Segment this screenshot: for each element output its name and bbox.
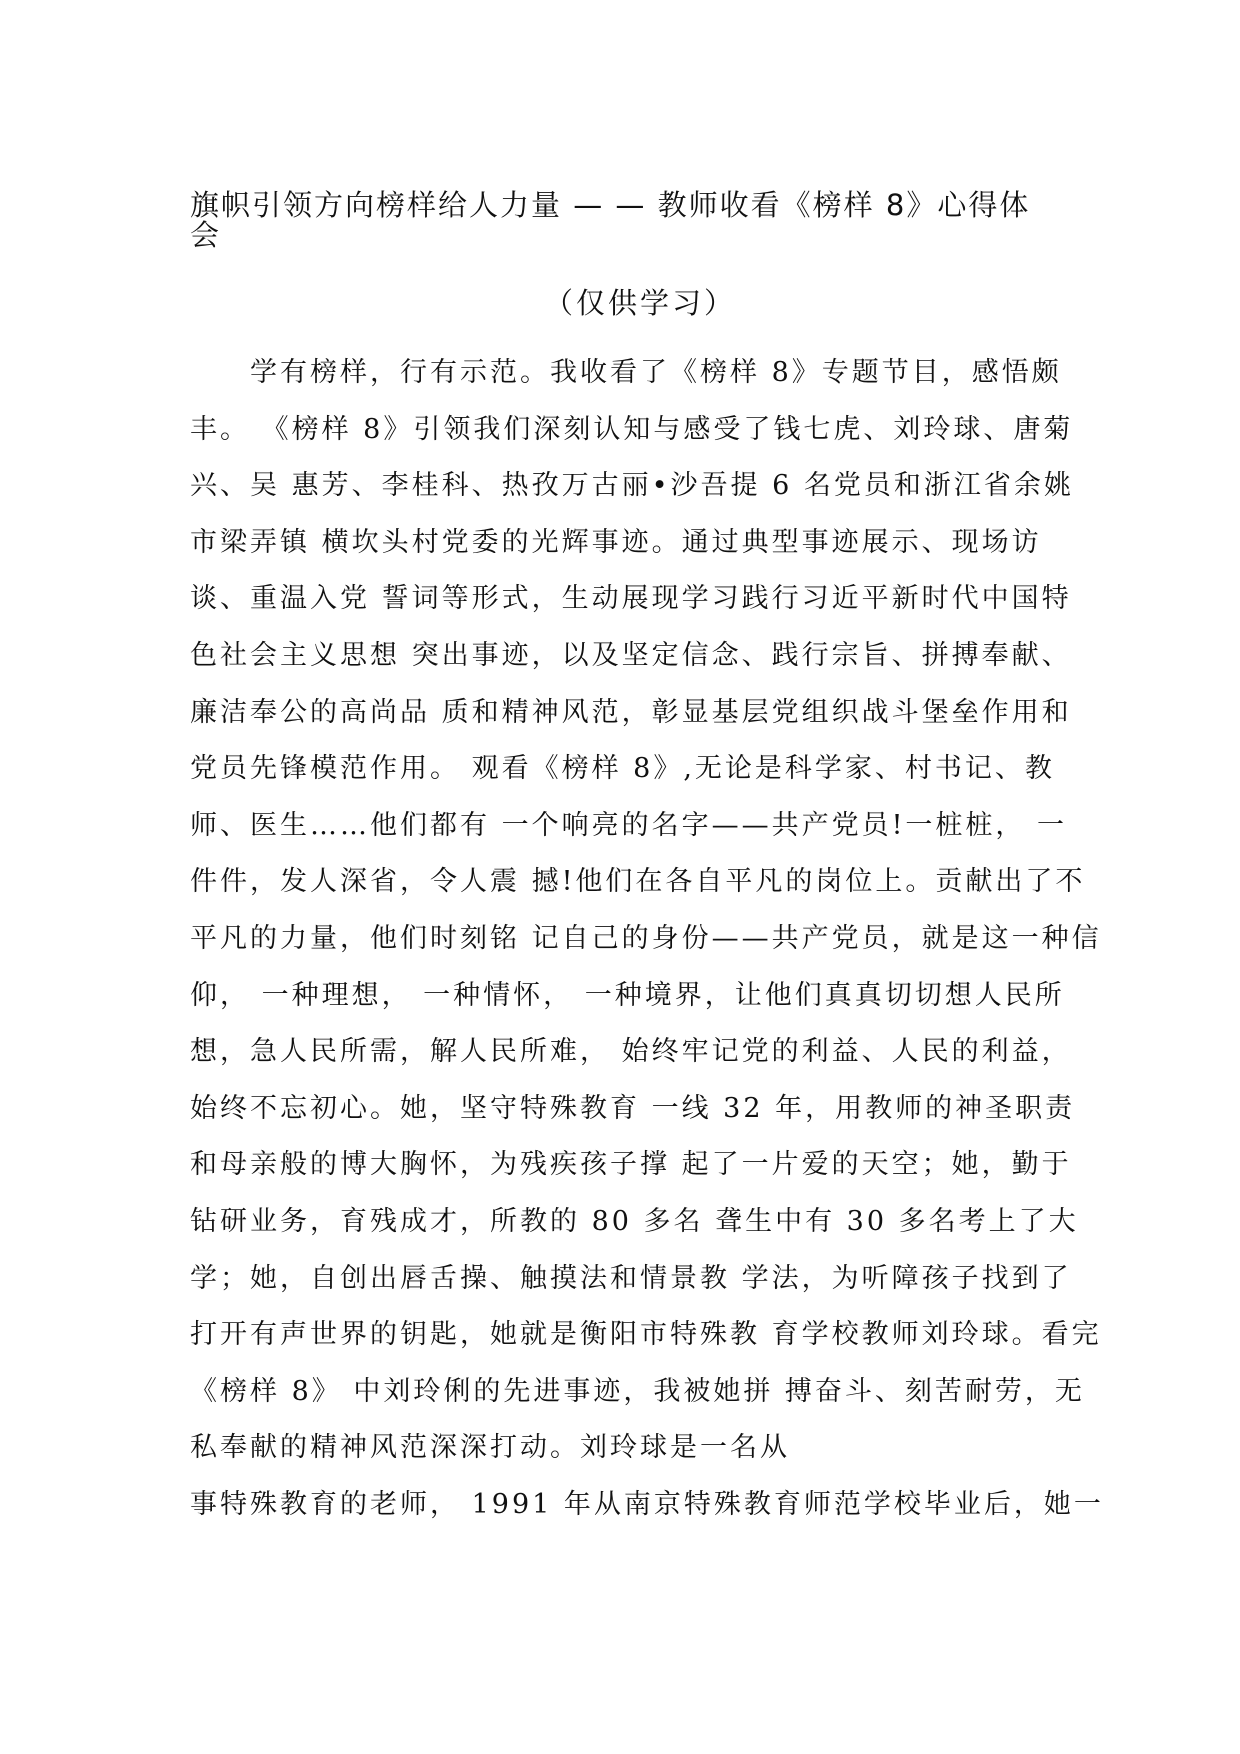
- body-line: 想，急人民所需，解人民所难， 始终牢记党的利益、人民的利益，: [190, 1036, 1072, 1068]
- body-line: 兴、吴 惠芳、李桂科、热孜万古丽•沙吾提 6 名党员和浙江省余姚: [190, 470, 1074, 502]
- title-line-1: 旗帜引领方向榜样给人力量 — — 教师收看《榜样 8》心得体: [190, 188, 1031, 222]
- body-line: 党员先锋模范作用。 观看《榜样 8》,无论是科学家、村书记、教: [190, 753, 1055, 785]
- body-line: 始终不忘初心。她，坚守特殊教育 一线 32 年，用教师的神圣职责: [190, 1092, 1076, 1124]
- body-line: 丰。 《榜样 8》引领我们深刻认知与感受了钱七虎、刘玲球、唐菊: [190, 413, 1074, 445]
- body-line: 谈、重温入党 誓词等形式，生动展现学习践行习近平新时代中国特: [190, 583, 1072, 615]
- body-line: 色社会主义思想 突出事迹，以及坚定信念、践行宗旨、拼搏奉献、: [190, 639, 1072, 671]
- body-line: 师、医生……他们都有 一个响亮的名字——共产党员!一桩桩， 一: [190, 809, 1068, 841]
- body-line: 和母亲般的博大胸怀，为残疾孩子撑 起了一片爱的天空；她，勤于: [190, 1149, 1072, 1181]
- body-line: 事特殊教育的老师， 1991 年从南京特殊教育师范学校毕业后，她一: [190, 1488, 1104, 1520]
- body-line: 件件，发人深省，令人震 撼!他们在各自平凡的岗位上。贡献出了不: [190, 866, 1086, 898]
- document-body: [190, 345, 1104, 1533]
- body-line: 平凡的力量，他们时刻铭 记自己的身份——共产党员，就是这一种信: [190, 922, 1102, 954]
- body-line: 学有榜样，行有示范。我收看了《榜样 8》专题节目，感悟颇: [190, 357, 1062, 388]
- document-subtitle: （仅供学习）: [543, 286, 736, 320]
- body-line: 钻研业务，育残成才，所教的 80 多名 聋生中有 30 多名考上了大: [190, 1205, 1079, 1237]
- body-line: 私奉献的精神风范深深打动。刘玲球是一名从: [190, 1432, 790, 1464]
- title-line-2: 会: [190, 218, 222, 252]
- body-line: 打开有声世界的钥匙，她就是衡阳市特殊教 育学校教师刘玲球。看完: [190, 1319, 1102, 1351]
- body-line: 市梁弄镇 横坎头村党委的光辉事迹。通过典型事迹展示、现场访: [190, 526, 1042, 558]
- body-line: 仰， 一种理想， 一种情怀， 一种境界，让他们真真切切想人民所: [190, 979, 1065, 1011]
- body-line: 《榜样 8》 中刘玲俐的先进事迹，我被她拼 搏奋斗、刻苦耐劳，无: [190, 1375, 1085, 1407]
- body-line: 学；她，自创出唇舌操、触摸法和情景教 学法，为听障孩子找到了: [190, 1262, 1072, 1294]
- document-title: [190, 190, 1070, 250]
- body-line: 廉洁奉公的高尚品 质和精神风范，彰显基层党组织战斗堡垒作用和: [190, 696, 1072, 728]
